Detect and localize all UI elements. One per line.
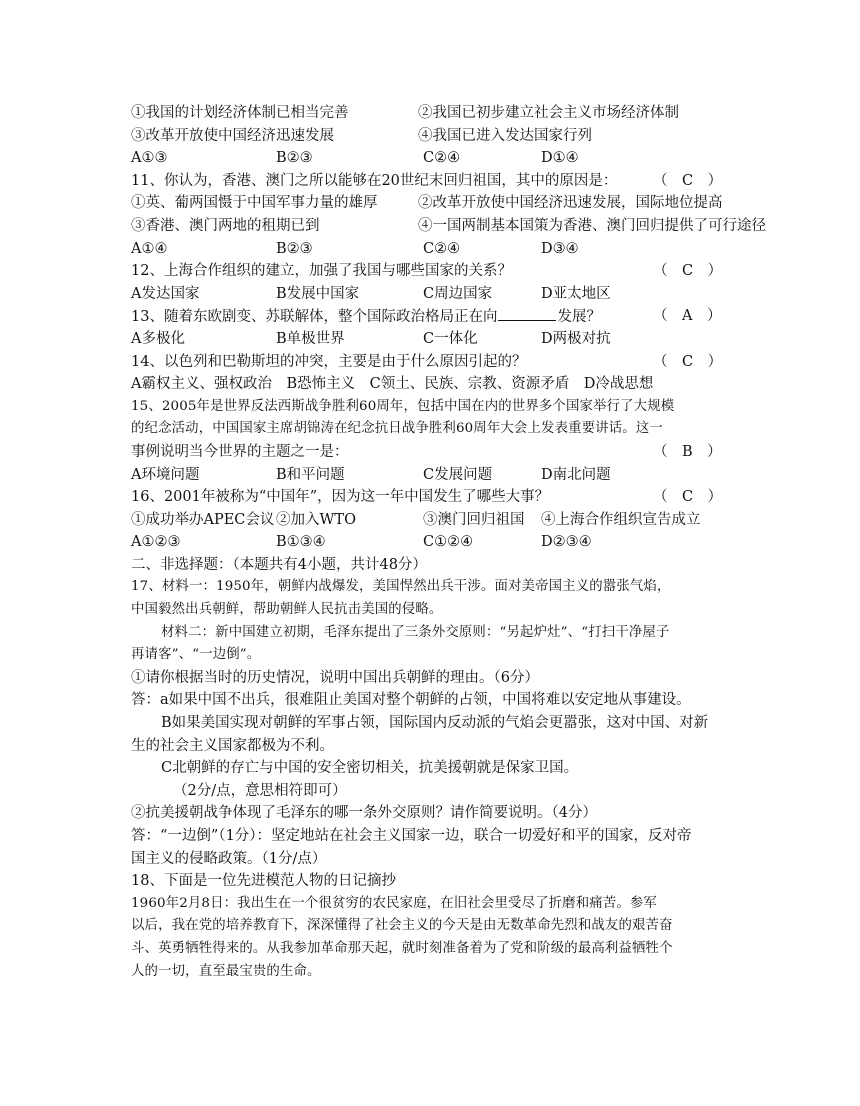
text-line [131,667,741,690]
text-line [131,802,741,825]
option-b: ②加入WTO [276,511,356,528]
text-line [131,622,741,645]
text-line [131,780,741,803]
text-line [131,215,766,238]
text-line [131,328,741,351]
paragraph-text: C北朝鲜的存亡与中国的安全密切相关，抗美援朝就是保家卫国。 [161,760,579,777]
paragraph-text: 18、下面是一位先进模范人物的日记摘抄 [131,873,396,890]
paragraph-text: 人的一切，直至最宝贵的生命。 [131,963,321,979]
paragraph-text: 以后，我在党的培养教育下，深深懂得了社会主义的今天是由无数革命先烈和战友的艰苦奋 [131,918,673,934]
question-text: 11、你认为，香港、澳门之所以能够在20世纪末回归祖国，其中的原因是： [131,172,618,189]
text-line [131,102,741,125]
option-b: B①③④ [276,534,326,551]
paragraph-text: 答：a如果中国不出兵，很难阻止美国对整个朝鲜的占领，中国将难以安定地从事建设。 [131,692,691,709]
option-c: C②④ [423,240,461,257]
answer-mark: （ C ） [653,353,723,370]
paragraph-text: （2分/点，意思相符即可） [173,782,347,799]
option-a: A①③ [131,150,168,167]
paragraph-text: 斗、英勇牺牲得来的。从我参加革命那天起，就时刻准备着为了党和阶级的最高利益牺牲个 [131,940,673,956]
question-text: 16、2001年被称为“中国年”，因为这一年中国发生了哪些大事？ [131,489,550,506]
text-line [131,509,741,532]
option-b: B和平问题 [276,466,345,483]
text-line [131,418,741,441]
option-c: C周边国家 [423,285,493,302]
option-c: C一体化 [423,330,478,347]
text-line [131,238,741,261]
question-text: 14、以色列和巴勒斯坦的冲突，主要是由于什么原因引起的？ [131,353,527,370]
option-a: A①④ [131,240,168,257]
option-a: ③改革开放使中国经济迅速发展 [131,127,334,144]
option-b: B②③ [276,150,313,167]
text-line [131,464,741,487]
answer-mark: （ C ） [653,263,723,280]
option-c: C①②④ [423,534,474,551]
paragraph-text: 中国毅然出兵朝鲜，帮助朝鲜人民抗击美国的侵略。 [131,602,443,618]
fill-blank [498,305,556,321]
text-line [131,893,741,916]
option-d: D②③④ [541,534,592,551]
text-line [131,735,741,758]
paragraph-text: 1960年2月8日：我出生在一个很贫穷的农民家庭，在旧社会里受尽了折磨和痛苦。参军 [131,895,657,911]
option-d: ④上海合作组织宣告成立 [541,511,701,528]
answer-mark: （ C ） [653,489,723,506]
option-b: B②③ [276,240,313,257]
text-line [131,825,741,848]
answer-mark: （ C ） [653,172,723,189]
paragraph-text: ②抗美援朝战争体现了毛泽东的哪一条外交原则？请作简要说明。（4分） [131,805,597,822]
option-d: D两极对抗 [541,330,611,347]
paragraph-text: 15、2005年是世界反法西斯战争胜利60周年，包括中国在内的世界多个国家举行了大规模 [131,398,675,414]
paragraph-text: 的纪念活动，中国国家主席胡锦涛在纪念抗日战争胜利60周年大会上发表重要讲话。这一 [131,421,663,437]
question-text: 事例说明当今世界的主题之一是： [131,443,349,460]
text-line [131,915,741,938]
option-a: ③香港、澳门两地的租期已到 [131,217,320,234]
text-line [131,170,741,193]
paragraph-text: 二、非选择题：（本题共有4小题，共计48分） [131,556,427,573]
text-line [131,599,741,622]
option-a: A①②③ [131,534,181,551]
question-text: 13、随着东欧剧变、苏联解体，整个国际政治格局正在向 [131,309,498,326]
option-c: ③澳门回归祖国 [423,511,525,528]
text-line [131,938,741,961]
text-line [131,192,741,215]
text-line [131,554,741,577]
paragraph-text: 材料二：新中国建立初期，毛泽东提出了三条外交原则：“另起炉灶”、“打扫干净屋子 [161,624,670,640]
option-a: ①成功举办APEC会议 [131,511,275,528]
option-b: ②改革开放使中国经济迅速发展，国际地位提高 [418,195,723,212]
text-line [131,441,741,464]
text-line [131,961,741,984]
text-line [131,373,741,396]
text-line [131,147,741,170]
option-a: ①英、葡两国慑于中国军事力量的雄厚 [131,195,378,212]
option-b: ④我国已进入发达国家行列 [418,127,592,144]
option-a: A多极化 [131,330,185,347]
text-line [131,576,741,599]
text-line [131,689,741,712]
option-d: D③④ [541,240,579,257]
text-line [131,283,741,306]
paragraph-text: 再请客”、“一边倒”。 [131,647,261,663]
text-line [131,848,741,871]
option-a: A环境问题 [131,466,200,483]
text-line [131,531,741,554]
paragraph-text: ①请你根据当时的历史情况，说明中国出兵朝鲜的理由。（6分） [131,669,539,686]
text-line [131,396,741,419]
text-line [131,305,741,328]
text-line [131,712,741,735]
paragraph-text: 17、材料一：1950年，朝鲜内战爆发，美国悍然出兵干涉。面对美帝国主义的嚣张气焰， [131,579,671,595]
paragraph-text: B如果美国实现对朝鲜的军事占领，国际国内反动派的气焰会更嚣张，这对中国、对新 [161,715,709,732]
paragraph-text: A霸权主义、强权政治 B恐怖主义 C领土、民族、宗教、资源矛盾 D冷战思想 [131,376,654,393]
option-d: D南北问题 [541,466,611,483]
text-line [131,260,741,283]
answer-mark: （ A ） [653,308,722,325]
text-line [131,351,741,374]
option-a: A发达国家 [131,285,200,302]
option-b: ④一国两制基本国策为香港、澳门回归提供了可行途径 [418,217,766,234]
option-a: ①我国的计划经济体制已相当完善 [131,105,349,121]
option-b: B单极世界 [276,330,345,347]
text-line [131,870,741,893]
answer-mark: （ B ） [653,443,722,460]
option-b: ②我国已初步建立社会主义市场经济体制 [418,105,679,121]
option-c: C发展问题 [423,466,493,483]
option-d: D亚太地区 [541,285,611,302]
paragraph-text: 生的社会主义国家都极为不利。 [131,737,334,754]
text-line [131,125,741,148]
paragraph-text: 答：“一边倒”（1分）：坚定地站在社会主义国家一边，联合一切爱好和平的国家，反对帝 [131,828,692,844]
text-line [131,644,741,667]
option-d: D①④ [541,150,579,167]
option-b: B发展中国家 [276,285,360,302]
text-line [131,757,741,780]
text-line [131,486,741,509]
option-c: C②④ [423,150,461,167]
paragraph-text: 国主义的侵略政策。（1分/点） [131,850,327,867]
exam-page [131,102,766,983]
question-text-end: 发展？ [557,309,601,326]
question-text: 12、上海合作组织的建立，加强了我国与哪些国家的关系？ [131,263,512,280]
